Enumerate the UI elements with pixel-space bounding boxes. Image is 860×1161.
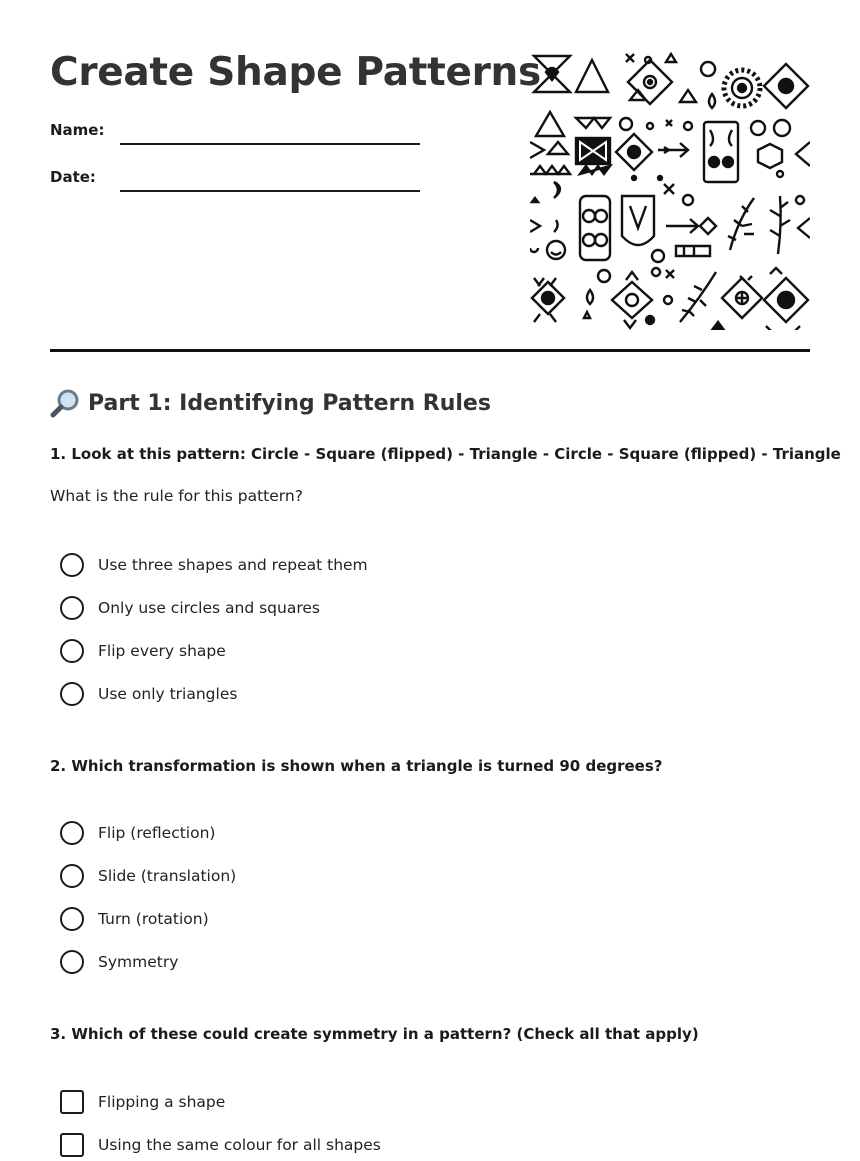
triangle-icon bbox=[576, 60, 608, 92]
spiral-icon bbox=[652, 250, 664, 262]
diamond-eye-icon bbox=[532, 282, 564, 314]
chevron-left-icon bbox=[798, 218, 810, 238]
small-circle-icon bbox=[684, 122, 692, 130]
question-2-option-3[interactable] bbox=[60, 906, 209, 932]
small-diamond-icon bbox=[700, 218, 716, 234]
spiral-icon bbox=[701, 62, 715, 76]
radio-button[interactable] bbox=[60, 907, 84, 931]
shield-spiral-icon bbox=[758, 144, 782, 168]
radio-button[interactable] bbox=[60, 821, 84, 845]
small-triangle-icon bbox=[630, 90, 646, 100]
arrow-icon bbox=[658, 143, 688, 157]
option-label: Flipping a shape bbox=[98, 1093, 226, 1111]
fern-icon bbox=[680, 272, 716, 322]
chevron-left-icon bbox=[796, 142, 810, 166]
option-label: Use only triangles bbox=[98, 685, 238, 703]
dot-icon bbox=[646, 316, 654, 324]
question-3-option-2[interactable] bbox=[60, 1132, 381, 1158]
spiral-icon bbox=[530, 248, 538, 252]
owl-totem-icon bbox=[580, 196, 610, 260]
page-title: Create Shape Patterns bbox=[50, 50, 541, 95]
spiral-icon bbox=[683, 195, 693, 205]
option-label: Using the same colour for all shapes bbox=[98, 1136, 381, 1154]
smiley-icon bbox=[547, 241, 565, 259]
date-line[interactable] bbox=[120, 190, 420, 192]
spiral-icon bbox=[774, 120, 790, 136]
small-circle-icon bbox=[645, 57, 651, 63]
question-3: 3. Which of these could create symmetry in a pattern? (Check all that apply) bbox=[50, 1025, 699, 1043]
radio-button[interactable] bbox=[60, 864, 84, 888]
cross-mark-icon bbox=[666, 120, 672, 126]
diamond-eye-icon bbox=[764, 64, 808, 108]
drop-icon bbox=[709, 94, 715, 108]
date-label: Date: bbox=[50, 168, 96, 186]
question-2: 2. Which transformation is shown when a triangle is turned 90 degrees? bbox=[50, 757, 663, 775]
tribal-pattern-image bbox=[530, 50, 810, 330]
small-triangle-icon bbox=[584, 312, 590, 318]
option-label: Flip every shape bbox=[98, 642, 226, 660]
totem-mask-icon bbox=[704, 122, 738, 182]
question-3-option-1[interactable] bbox=[60, 1089, 225, 1115]
cross-mark-icon bbox=[666, 270, 674, 278]
zigzag-border-icon bbox=[530, 166, 570, 174]
question-1-option-2[interactable] bbox=[60, 595, 320, 621]
small-triangle-icon bbox=[680, 90, 696, 102]
checkbox[interactable] bbox=[60, 1133, 84, 1157]
pattern-band-icon bbox=[676, 246, 710, 256]
header-divider bbox=[50, 349, 810, 352]
spiral-icon bbox=[598, 270, 610, 282]
diamond-eye-icon bbox=[612, 282, 652, 318]
option-label: Slide (translation) bbox=[98, 867, 237, 885]
radio-button[interactable] bbox=[60, 553, 84, 577]
question-1-option-1[interactable] bbox=[60, 552, 368, 578]
arrow-triangle-icon bbox=[530, 142, 568, 158]
cross-mark-icon bbox=[664, 184, 674, 194]
name-label: Name: bbox=[50, 121, 105, 139]
small-circle-icon bbox=[664, 296, 672, 304]
cross-mark-icon bbox=[626, 54, 634, 62]
section-heading-part1 bbox=[50, 388, 491, 418]
question-2-option-2[interactable] bbox=[60, 863, 236, 889]
spiral-icon bbox=[751, 121, 765, 135]
checkbox[interactable] bbox=[60, 1090, 84, 1114]
swirl-icon bbox=[554, 182, 560, 198]
chevron-down-icon bbox=[624, 320, 636, 328]
shield-mask-icon bbox=[622, 196, 654, 245]
squiggle-icon bbox=[554, 220, 558, 232]
sun-rosette-icon bbox=[724, 70, 760, 106]
zigzag-icon bbox=[576, 118, 610, 128]
diamond-eye-icon bbox=[628, 60, 672, 104]
diamond-eye-icon bbox=[764, 278, 808, 322]
triangle-icon bbox=[536, 112, 564, 136]
name-line[interactable] bbox=[120, 143, 420, 145]
small-circle-icon bbox=[647, 123, 653, 129]
option-label: Turn (rotation) bbox=[98, 910, 209, 928]
drop-icon bbox=[587, 290, 593, 304]
small-circle-icon bbox=[652, 268, 660, 276]
small-circle-icon bbox=[777, 171, 783, 177]
section-heading-text: Part 1: Identifying Pattern Rules bbox=[88, 390, 491, 416]
option-label: Symmetry bbox=[98, 953, 179, 971]
question-2-option-4[interactable] bbox=[60, 949, 178, 975]
hourglass-heart-icon bbox=[534, 56, 570, 92]
option-label: Only use circles and squares bbox=[98, 599, 320, 617]
question-2-option-1[interactable] bbox=[60, 820, 215, 846]
option-label: Use three shapes and repeat them bbox=[98, 556, 368, 574]
radio-button[interactable] bbox=[60, 950, 84, 974]
chevron-right-icon bbox=[530, 220, 540, 232]
diamond-eye-icon bbox=[616, 134, 652, 170]
question-1-option-3[interactable] bbox=[60, 638, 226, 664]
question-1-option-4[interactable] bbox=[60, 681, 237, 707]
small-circle-icon bbox=[796, 196, 804, 204]
radio-button[interactable] bbox=[60, 596, 84, 620]
magnifying-glass-icon bbox=[50, 388, 82, 418]
small-triangle-icon bbox=[666, 54, 676, 62]
option-label: Flip (reflection) bbox=[98, 824, 216, 842]
question-1-prompt: What is the rule for this pattern? bbox=[50, 487, 303, 505]
diamond-sun-icon bbox=[722, 278, 762, 318]
radio-button[interactable] bbox=[60, 682, 84, 706]
chevron-up-icon bbox=[626, 272, 638, 280]
radio-button[interactable] bbox=[60, 639, 84, 663]
arrow-icon bbox=[666, 219, 698, 233]
spiral-icon bbox=[620, 118, 632, 130]
question-1: 1. Look at this pattern: Circle - Square (flipped) - Triangle - Circle - Square (flipped) - Triangle bbox=[50, 445, 841, 463]
